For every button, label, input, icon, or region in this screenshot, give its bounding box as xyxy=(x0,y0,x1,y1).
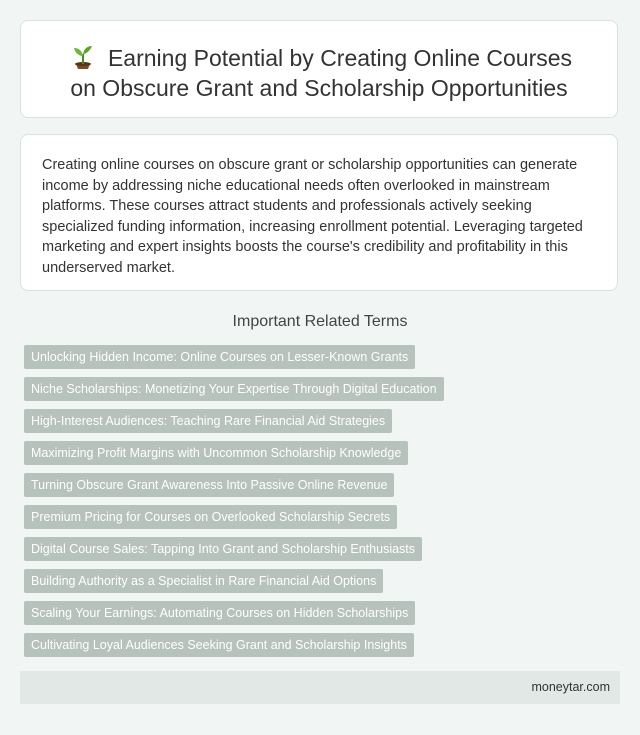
related-term-tag[interactable]: Turning Obscure Grant Awareness Into Passive Online Revenue xyxy=(24,473,394,497)
page-title xyxy=(21,43,617,103)
description-text: Creating online courses on obscure grant or scholarship opportunities can generate income by addressing niche educational needs often overlooked in mainstream platforms. These courses attract students and professionals actively seeking specialized funding information, increasing enrollment potential. Leveraging targeted marketing and expert insights boosts the course's credibility and profitability in this underserved market. xyxy=(42,157,583,276)
related-terms-heading: Important Related Terms xyxy=(232,313,408,330)
related-term-tag[interactable]: Niche Scholarships: Monetizing Your Expertise Through Digital Education xyxy=(24,377,444,401)
related-term-tag[interactable]: Unlocking Hidden Income: Online Courses on Lesser-Known Grants xyxy=(24,345,415,369)
related-term-tag[interactable]: Building Authority as a Specialist in Rare Financial Aid Options xyxy=(24,569,383,593)
title-card xyxy=(20,20,618,118)
footer xyxy=(20,671,620,704)
related-term-tag[interactable]: High-Interest Audiences: Teaching Rare Financial Aid Strategies xyxy=(24,409,392,433)
related-term-tag[interactable]: Digital Course Sales: Tapping Into Grant and Scholarship Enthusiasts xyxy=(24,537,422,561)
title-line-1: Earning Potential by Creating Online Courses xyxy=(107,45,573,71)
related-term-tag[interactable]: Cultivating Loyal Audiences Seeking Grant and Scholarship Insights xyxy=(24,633,414,657)
title-line-2: on Obscure Grant and Scholarship Opportunities xyxy=(70,75,568,101)
related-term-tag[interactable]: Premium Pricing for Courses on Overlooked Scholarship Secrets xyxy=(24,505,397,529)
related-term-tag[interactable]: Maximizing Profit Margins with Uncommon Scholarship Knowledge xyxy=(24,441,408,465)
sprout-icon xyxy=(66,43,100,69)
related-term-tag[interactable]: Scaling Your Earnings: Automating Courses on Hidden Scholarships xyxy=(24,601,415,625)
footer-site-link[interactable]: moneytar.com xyxy=(531,680,610,694)
description-card xyxy=(20,134,618,291)
related-terms-list xyxy=(24,345,624,665)
